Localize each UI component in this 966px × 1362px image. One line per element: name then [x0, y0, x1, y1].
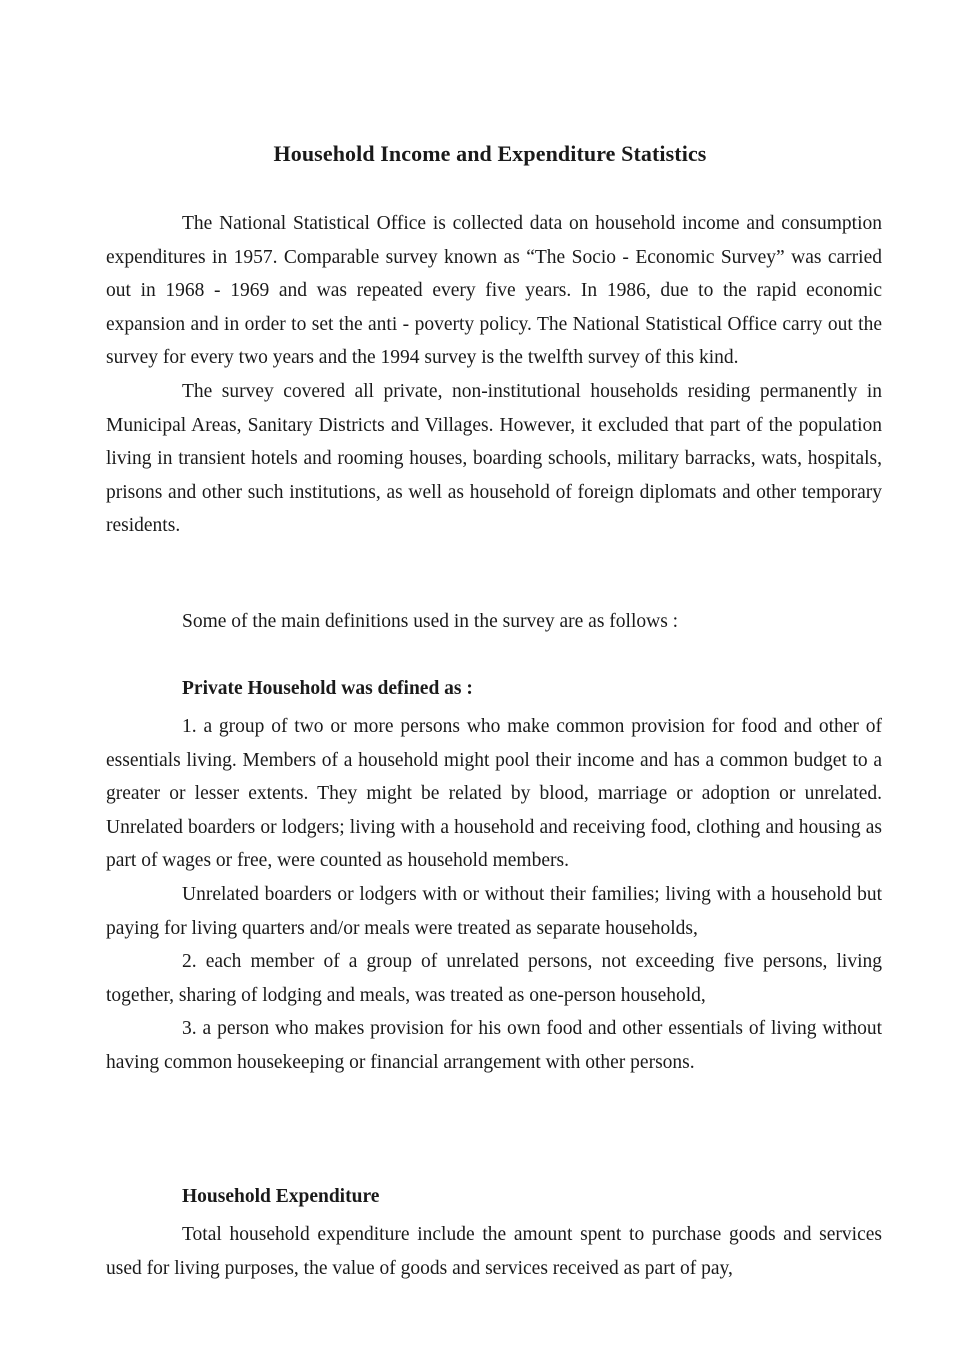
definition-paragraph: 1. a group of two or more persons who make common provision for food and other of essentials living. Members of a household might pool their income and has a common budget to a greater or lesser extents. They might be related by blood, marriage or adoption or unrelated. Unrelated boarders or lodgers; living with a household and receiving food, clothing and housing as part of wages or free, were counted as household members. [106, 716, 882, 872]
definition-paragraph: 2. each member of a group of unrelated persons, not exceeding five persons, living together, sharing of lodging and meals, was treated as one-person household, [106, 951, 882, 1006]
expenditure-paragraph: Total household expenditure include the amount spent to purchase goods and services used for living purposes, the value of goods and services received as part of pay, [106, 1224, 882, 1279]
intro-paragraph: The National Statistical Office is collected data on household income and consumption expenditures in 1957. Comparable survey known as “The Socio - Economic Survey” was carried out in 1968 - 1969 and was repeated every five years. In 1986, due to the rapid economic expansion and in order to set the anti - poverty policy. The National Statistical Office carry out the survey for every two years and the 1994 survey is the twelfth survey of this kind. [106, 213, 882, 369]
private-household-section [106, 710, 882, 1080]
definition-paragraph: 3. a person who makes provision for his own food and other essentials of living without having common housekeeping or financial arrangement with other persons. [106, 1018, 882, 1073]
household-expenditure-heading: Household Expenditure [182, 1186, 380, 1207]
private-household-heading: Private Household was defined as : [182, 678, 473, 699]
intro-section [106, 207, 882, 543]
definitions-intro: Some of the main definitions used in the survey are as follows : [182, 611, 679, 632]
household-expenditure-section [106, 1218, 882, 1285]
intro-paragraph: The survey covered all private, non-institutional households residing permanently in Municipal Areas, Sanitary Districts and Villages. However, it excluded that part of the population living in transient hotels and rooming houses, boarding schools, military barracks, wats, hospitals, prisons and other such institutions, as well as household of foreign diplomats and other temporary residents. [106, 380, 882, 537]
page-title: Household Income and Expenditure Statistics [273, 141, 707, 166]
definition-paragraph: Unrelated boarders or lodgers with or without their families; living with a household but paying for living quarters and/or meals were treated as separate households, [106, 883, 882, 939]
